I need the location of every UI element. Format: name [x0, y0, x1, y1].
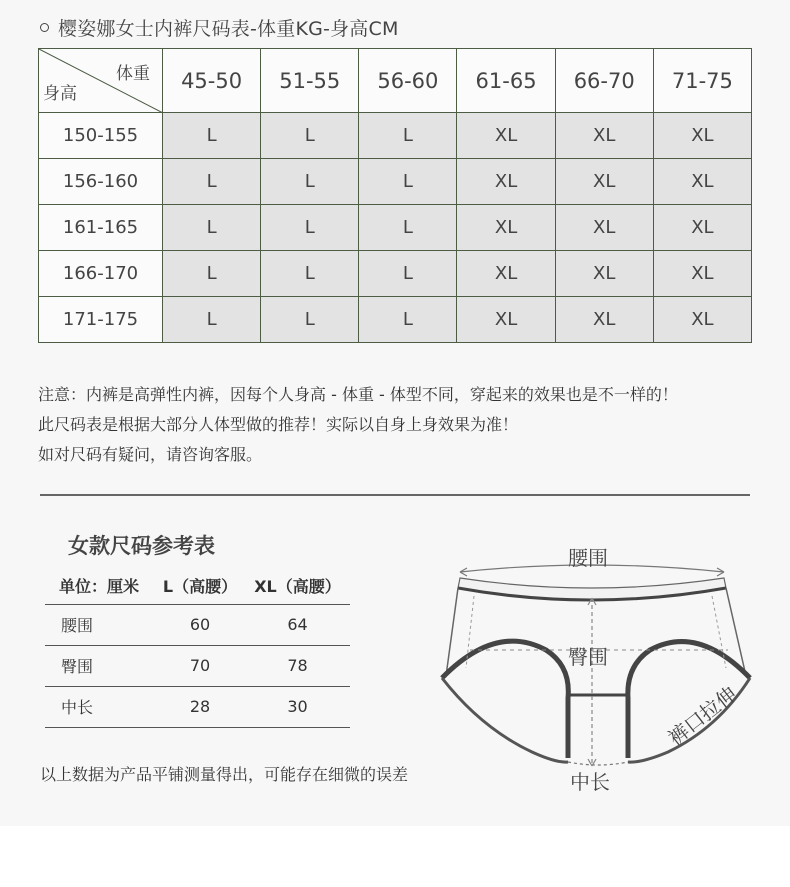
- size-cell: XL: [653, 159, 751, 205]
- reference-header-row: [45, 567, 350, 604]
- xl-value: 30: [245, 686, 350, 727]
- xl-size-header: XL（高腰）: [245, 567, 350, 604]
- size-cell: L: [261, 159, 359, 205]
- table-row: [45, 645, 350, 686]
- measure-label: 臀围: [45, 645, 155, 686]
- xl-value: 64: [245, 604, 350, 645]
- note-line: 如对尺码有疑问，请咨询客服。: [38, 445, 263, 464]
- size-cell: L: [359, 251, 457, 297]
- size-cell: L: [359, 159, 457, 205]
- unit-header: 单位：厘米: [45, 567, 155, 604]
- leg-opening-label: 裤口拉伸: [663, 681, 742, 751]
- height-cell: 171-175: [39, 297, 163, 343]
- size-cell: L: [163, 113, 261, 159]
- length-label: 中长: [570, 770, 610, 794]
- size-cell: L: [163, 251, 261, 297]
- page-title: 樱姿娜女士内裤尺码表-体重KG-身高CM: [58, 17, 399, 40]
- title-row: [40, 14, 399, 40]
- size-cell: XL: [457, 159, 555, 205]
- weight-header-cell: 51-55: [261, 49, 359, 113]
- height-cell: 166-170: [39, 251, 163, 297]
- size-cell: XL: [653, 297, 751, 343]
- notes-block: [38, 380, 678, 470]
- size-cell: L: [261, 205, 359, 251]
- measure-label: 腰围: [45, 604, 155, 645]
- size-cell: XL: [653, 113, 751, 159]
- size-cell: XL: [555, 297, 653, 343]
- bullet-circle-icon: [40, 23, 49, 32]
- size-cell: L: [261, 297, 359, 343]
- weight-header-cell: 45-50: [163, 49, 261, 113]
- footnote: 以上数据为产品平铺测量得出，可能存在细微的误差: [40, 765, 409, 784]
- table-row: [39, 113, 752, 159]
- size-cell: XL: [653, 205, 751, 251]
- l-value: 70: [155, 645, 245, 686]
- size-table: [38, 48, 752, 343]
- size-cell: L: [261, 251, 359, 297]
- size-cell: XL: [555, 159, 653, 205]
- size-table-header-row: [39, 49, 752, 113]
- table-row: [45, 686, 350, 727]
- size-cell: XL: [555, 251, 653, 297]
- size-cell: XL: [457, 297, 555, 343]
- size-cell: XL: [653, 251, 751, 297]
- height-cell: 156-160: [39, 159, 163, 205]
- weight-header-cell: 56-60: [359, 49, 457, 113]
- l-value: 28: [155, 686, 245, 727]
- size-cell: XL: [457, 205, 555, 251]
- weight-header-cell: 66-70: [555, 49, 653, 113]
- table-row: [45, 604, 350, 645]
- table-row: [39, 297, 752, 343]
- reference-table-title: 女款尺码参考表: [68, 534, 215, 558]
- weight-axis-label: 体重: [116, 64, 150, 84]
- l-size-header: L（高腰）: [155, 567, 245, 604]
- weight-header-cell: 71-75: [653, 49, 751, 113]
- corner-header-cell: [39, 49, 163, 113]
- xl-value: 78: [245, 645, 350, 686]
- note-line: 此尺码表是根据大部分人体型做的推荐！实际以自身上身效果为准！: [38, 415, 519, 434]
- height-axis-label: 身高: [43, 84, 77, 104]
- waist-label: 腰围: [568, 546, 608, 570]
- size-cell: L: [163, 297, 261, 343]
- size-cell: L: [359, 113, 457, 159]
- size-cell: XL: [555, 205, 653, 251]
- underwear-measurement-diagram: [436, 538, 766, 798]
- table-row: [39, 205, 752, 251]
- measure-label: 中长: [45, 686, 155, 727]
- reference-table: [45, 567, 350, 728]
- size-cell: L: [163, 159, 261, 205]
- size-cell: L: [163, 205, 261, 251]
- table-row: [39, 251, 752, 297]
- size-cell: XL: [555, 113, 653, 159]
- size-cell: L: [359, 297, 457, 343]
- size-cell: XL: [457, 113, 555, 159]
- table-row: [39, 159, 752, 205]
- height-cell: 161-165: [39, 205, 163, 251]
- l-value: 60: [155, 604, 245, 645]
- note-line: 注意：内裤是高弹性内裤，因每个人身高 - 体重 - 体型不同，穿起来的效果也是不一样的！: [38, 385, 678, 404]
- size-cell: L: [359, 205, 457, 251]
- hip-label: 臀围: [568, 645, 608, 669]
- section-divider: [40, 494, 750, 496]
- height-cell: 150-155: [39, 113, 163, 159]
- weight-header-cell: 61-65: [457, 49, 555, 113]
- size-cell: XL: [457, 251, 555, 297]
- size-cell: L: [261, 113, 359, 159]
